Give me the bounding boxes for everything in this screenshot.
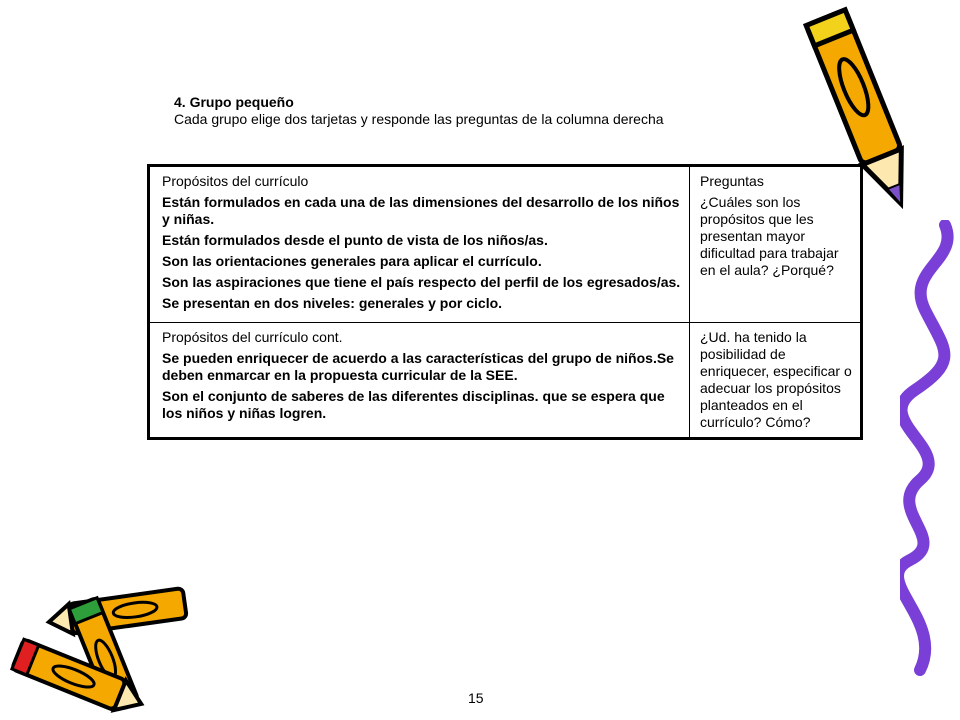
pencils-clipart-bottom-left <box>0 575 200 715</box>
activity-instruction: Cada grupo elige dos tarjetas y responde las preguntas de la columna derecha <box>174 111 664 127</box>
purpose-item: Son las orientaciones generales para aplicar el currículo. <box>162 253 542 269</box>
purpose-item: Son las aspiraciones que tiene el país respecto del perfil de los egresados/as. <box>162 274 681 290</box>
questions-cell <box>690 323 862 439</box>
cell-title: Propósitos del currículo <box>162 173 309 189</box>
squiggle-decoration-right <box>900 220 960 680</box>
purpose-item: Están formulados desde el punto de vista de los niños/as. <box>162 232 548 248</box>
purpose-item: Se presentan en dos niveles: generales y por ciclo. <box>162 295 503 311</box>
activity-title: 4. Grupo pequeño <box>174 94 294 110</box>
table-row <box>149 323 862 439</box>
purpose-item: Están formulados en cada una de las dimensiones del desarrollo de los niños y niñas. <box>162 194 680 227</box>
purpose-item: Son el conjunto de saberes de las diferentes disciplinas. que se espera que los niños y niñas logren. <box>162 388 665 421</box>
cards-table <box>147 164 863 440</box>
question-text: ¿Ud. ha tenido la posibilidad de enriquecer, especificar o adecuar los propósitos planteados en el currículo? Cómo? <box>700 329 852 430</box>
questions-cell <box>690 166 862 323</box>
question-text: ¿Cuáles son los propósitos que les presentan mayor dificultad para trabajar en el aula? ¿Porqué? <box>700 194 839 278</box>
cell-title: Propósitos del currículo cont. <box>162 329 343 345</box>
purpose-item: Se pueden enriquecer de acuerdo a las características del grupo de niños.Se deben enmarcar en la propuesta curricular de la SEE. <box>162 350 674 383</box>
card-cell-purposes-cont <box>149 323 690 439</box>
table-row <box>149 166 862 323</box>
activity-heading <box>174 94 664 128</box>
card-cell-purposes <box>149 166 690 323</box>
page-number: 15 <box>468 690 484 706</box>
questions-heading: Preguntas <box>700 173 764 189</box>
